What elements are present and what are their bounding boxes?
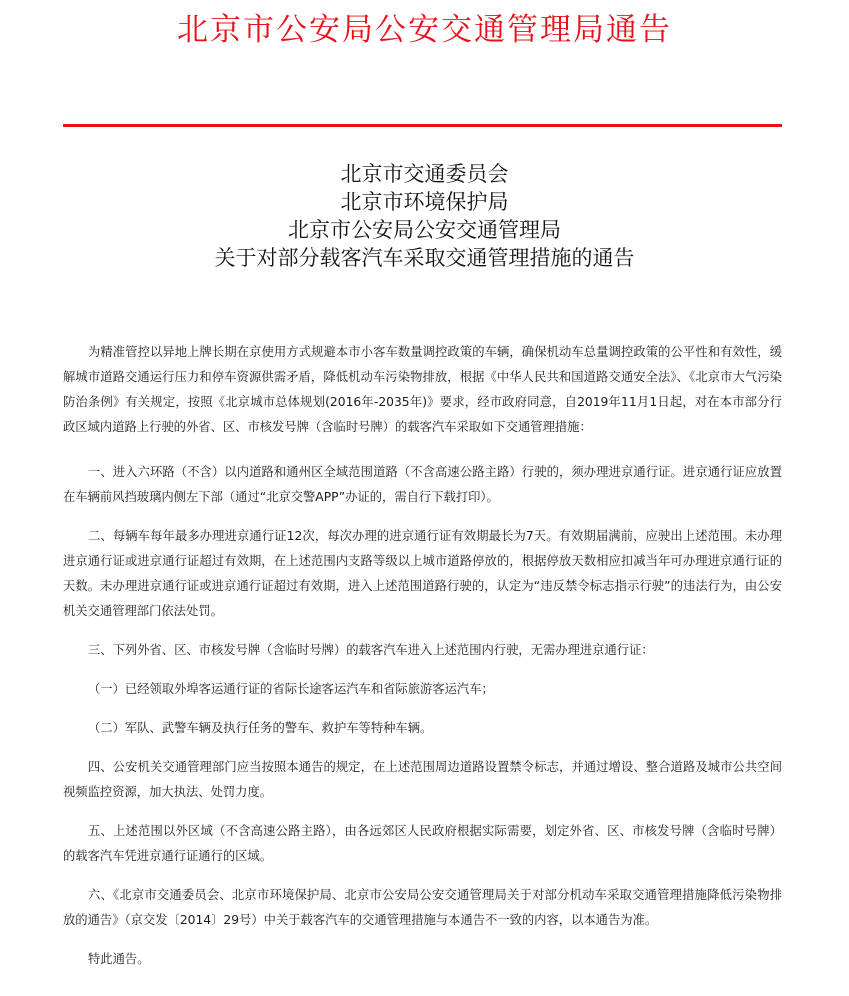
notice-body <box>63 340 782 986</box>
clause-6-paragraph: 六、《北京市交通委员会、北京市环境保护局、北京市公安局公安交通管理局关于对部分机动车采取交通管理措施降低污染物排放的通告》（京交发〔2014〕29号）中关于载客汽车的交通管理措施与本通告不一致的内容，以本通告为准。 <box>63 888 782 927</box>
red-divider-line <box>63 124 782 127</box>
clause-3-item-2: （二）军队、武警车辆及执行任务的警车、救护车等特种车辆。 <box>88 721 433 735</box>
intro-paragraph: 为精准管控以异地上牌长期在京使用方式规避本市小客车数量调控政策的车辆，确保机动车总量调控政策的公平性和有效性，缓解城市道路交通运行压力和停车资源供需矛盾，降低机动车污染物排放，根据《中华人民共和国道路交通安全法》、《北京市大气污染防治条例》有关规定，按照《北京城市总体规划(2016年-2035年)》要求，经市政府同意，自2019年11月1日起，对在本市部分行政区域内道路上行驶的外省、区、市核发号牌（含临时号牌）的载客汽车采取如下交通管理措施： <box>63 345 782 434</box>
notice-subject-title: 关于对部分载客汽车采取交通管理措施的通告 <box>214 246 635 270</box>
clause-3-paragraph: 三、下列外省、区、市核发号牌（含临时号牌）的载客汽车进入上述范围内行驶，无需办理进京通行证： <box>88 643 654 657</box>
issuer-block <box>0 160 849 272</box>
issuer-environment-bureau: 北京市环境保护局 <box>340 190 509 214</box>
issuer-transport-commission: 北京市交通委员会 <box>340 162 509 186</box>
clause-3-item-1: （一）已经领取外埠客运通行证的省际长途客运汽车和省际旅游客运汽车； <box>88 682 494 696</box>
clause-4-paragraph: 四、公安机关交通管理部门应当按照本通告的规定，在上述范围周边道路设置禁令标志，并通过增设、整合道路及城市公共空间视频监控资源，加大执法、处罚力度。 <box>63 760 782 799</box>
issuer-traffic-management-bureau: 北京市公安局公安交通管理局 <box>288 218 561 242</box>
clause-5-paragraph: 五、上述范围以外区域（不含高速公路主路），由各远郊区人民政府根据实际需要，划定外省、区、市核发号牌（含临时号牌）的载客汽车凭进京通行证通行的区域。 <box>63 824 782 863</box>
clause-1-paragraph: 一、进入六环路（不含）以内道路和通州区全域范围道路（不含高速公路主路）行驶的，须办理进京通行证。进京通行证应放置在车辆前风挡玻璃内侧左下部（通过“北京交警APP”办证的，需自行下载打印）。 <box>63 465 782 504</box>
clause-2-paragraph: 二、每辆车每年最多办理进京通行证12次，每次办理的进京通行证有效期最长为7天。有效期届满前，应驶出上述范围。未办理进京通行证或进京通行证超过有效期，在上述范围内支路等级以上城市道路停放的，根据停放天数相应扣减当年可办理进京通行证的天数。未办理进京通行证或进京通行证超过有效期，进入上述范围道路行驶的，认定为“违反禁令标志指示行驶”的违法行为，由公安机关交通管理部门依法处罚。 <box>63 529 782 618</box>
closing-statement: 特此通告。 <box>88 952 150 966</box>
notice-masthead-title: 北京市公安局公安交通管理局通告 <box>177 12 672 48</box>
